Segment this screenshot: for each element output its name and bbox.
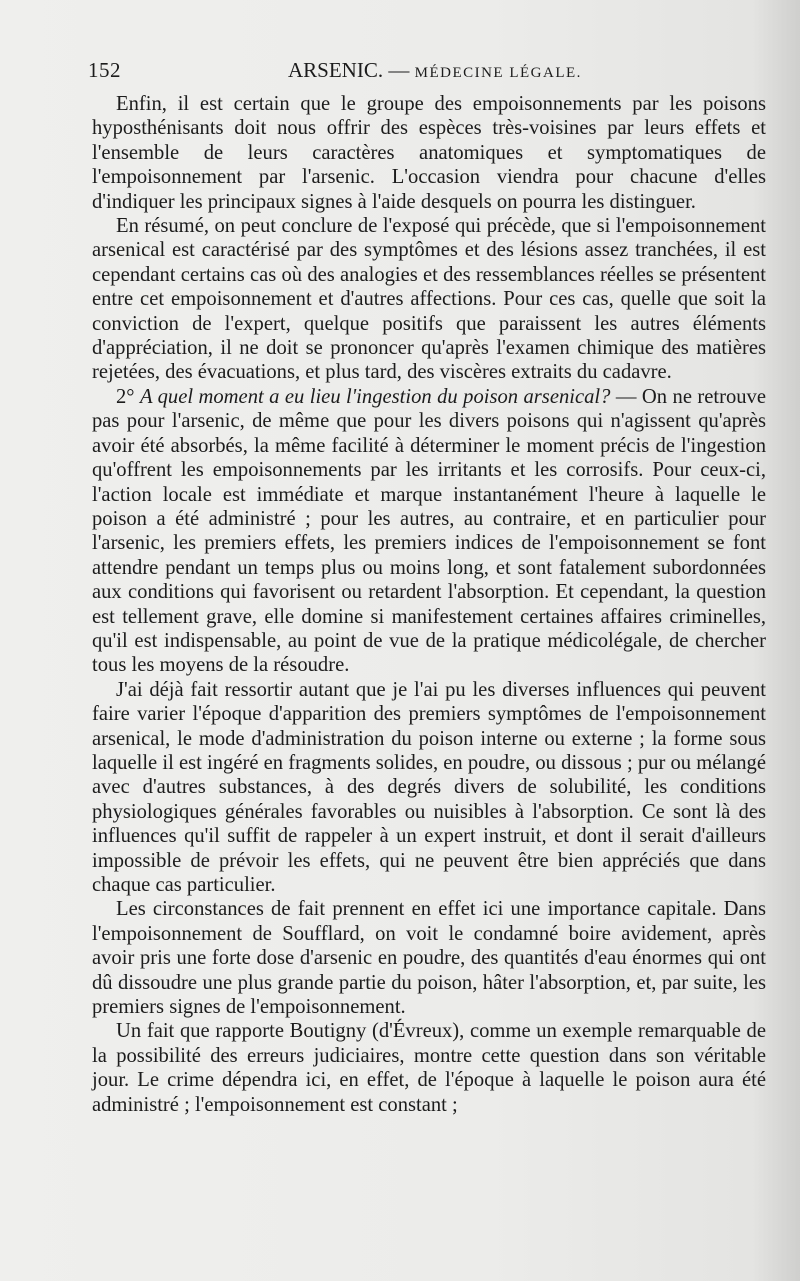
running-head-section: MÉDECINE LÉGALE. (414, 65, 582, 81)
paragraph: Les circonstances de fait prennent en effet ici une importance capitale. Dans l'empoisonnement de Soufflard, on voit le condamné boire avidement, après avoir pris une forte dose d'arsenic en poudre, des quantités d'eau énormes qui ont dû dissoudre une plus grande partie du poison, hâter l'absorption, et, par suite, les premiers signes de l'empoisonnement. (92, 898, 766, 1019)
running-head (288, 58, 582, 83)
body-text (92, 92, 766, 1117)
paragraph-text: — On ne retrouve pas pour l'arsenic, de même que pour les divers poisons qui n'agissent qu'après avoir été absorbés, la même facilité à déterminer le moment précis de l'ingestion qu'offrent les empoisonnements par les irritants et les corrosifs. Pour ceux-ci, l'action locale est immédiate et marque instantanément l'heure à laquelle le poison a été administré ; pour les autres, au contraire, et en particulier pour l'arsenic, les premiers effets, les premiers indices de l'empoisonnement se font attendre pendant un temps plus ou moins long, et sont fatalement subordonnées aux conditions qui favorisent ou retardent l'absorption. Et cependant, la question est tellement grave, elle domine si manifestement certaines affaires criminelles, qu'il est indispensable, au point de vue de la pratique médicolégale, de chercher tous les moyens de la résoudre. (92, 385, 766, 677)
running-head-separator: — (388, 58, 410, 82)
paragraph: En résumé, on peut conclure de l'exposé qui précède, que si l'empoisonnement arsenical est caractérisé par des symptômes et des lésions assez tranchées, il est cependant certains cas où des analogies et des ressemblances réelles se présentent entre cet empoisonnement et d'autres affections. Pour ces cas, quelle que soit la conviction de l'expert, quelque positifs que paraissent les autres éléments d'appréciation, il ne doit se prononcer qu'après l'examen chimique des matières rejetées, des évacuations, et plus tard, des viscères extraits du cadavre. (92, 215, 766, 384)
paragraph: Un fait que rapporte Boutigny (d'Évreux), comme un exemple remarquable de la possibilité des erreurs judiciaires, montre cette question dans son véritable jour. Le crime dépendra ici, en effet, de l'époque à laquelle le poison aura été administré ; l'empoisonnement est constant ; (92, 1020, 766, 1116)
paragraph (92, 385, 766, 678)
question-number: 2° (116, 385, 135, 408)
page-header (88, 58, 768, 88)
paragraph: J'ai déjà fait ressortir autant que je l'ai pu les diverses influences qui peuvent faire varier l'époque d'apparition des premiers symptômes de l'empoisonnement arsenical, le mode d'administration du poison interne ou externe ; la forme sous laquelle il est ingéré en fragments solides, en poudre, ou dissous ; pur ou mélangé avec d'autres substances, à des degrés divers de solubilité, les conditions physiologiques générales favorables ou nuisibles à l'absorption. Ce sont là des influences qu'il suffit de rappeler à un expert instruit, et dont il serait d'ailleurs impossible de prévoir les effets, qui ne peuvent être bien appréciés que dans chaque cas particulier. (92, 678, 766, 896)
paragraph: Enfin, il est certain que le groupe des empoisonnements par les poisons hyposthénisants doit nous offrir des espèces très-voisines par leurs effets et l'ensemble de leurs caractères anatomiques et symptomatiques de l'empoisonnement par l'arsenic. L'occasion viendra pour chacune d'elles d'indiquer les principaux signes à l'aide desquels on pourra les distinguer. (92, 93, 766, 213)
running-head-title: ARSENIC. (288, 58, 384, 82)
question-heading: A quel moment a eu lieu l'ingestion du poison arsenical? (139, 385, 611, 408)
page-number: 152 (88, 58, 121, 82)
